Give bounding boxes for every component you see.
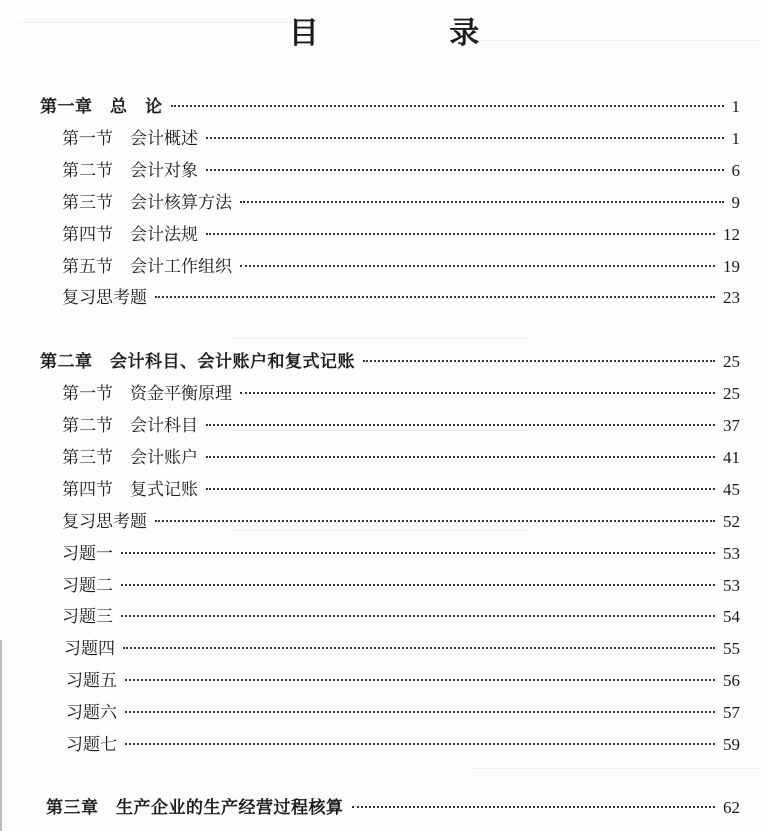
toc-entry-exercise[interactable] xyxy=(62,602,740,632)
toc-entry-exercise[interactable] xyxy=(66,666,740,696)
toc-entry-label: 第二节 会计科目 xyxy=(62,416,198,436)
toc-entry-section[interactable] xyxy=(62,124,740,154)
leader-dots xyxy=(206,233,715,235)
toc-entry-page: 57 xyxy=(723,703,740,722)
toc-entry-review[interactable] xyxy=(62,283,740,313)
leader-dots xyxy=(206,137,724,139)
toc-entry-label: 第二节 会计对象 xyxy=(62,161,198,181)
leader-dots xyxy=(125,711,715,713)
page-title: 目 录 xyxy=(288,16,540,51)
toc-entry-label: 第三章 生产企业的生产经营过程核算 xyxy=(46,798,344,818)
toc-entry-page: 45 xyxy=(723,480,740,499)
toc-entry-label: 复习思考题 xyxy=(62,512,147,532)
toc-entry-page: 25 xyxy=(723,352,740,371)
leader-dots xyxy=(121,552,715,554)
leader-dots xyxy=(363,360,715,362)
toc-entry-page: 1 xyxy=(731,97,740,116)
toc-entry-section[interactable] xyxy=(62,188,740,218)
toc-entry-page: 53 xyxy=(723,576,740,595)
toc-entry-section[interactable] xyxy=(62,443,740,473)
toc-entry-label: 第四节 会计法规 xyxy=(62,225,198,245)
leader-dots xyxy=(206,169,724,171)
leader-dots xyxy=(171,105,724,107)
toc-entry-exercise[interactable] xyxy=(66,698,740,728)
toc-entry-label: 习题四 xyxy=(64,639,115,659)
leader-dots xyxy=(125,679,715,681)
toc-entry-section[interactable] xyxy=(62,156,740,186)
toc-entry-page: 52 xyxy=(723,512,740,531)
toc-entry-section[interactable] xyxy=(62,411,740,441)
leader-dots xyxy=(125,743,715,745)
toc-entry-page: 23 xyxy=(723,288,740,307)
toc-entry-chapter[interactable] xyxy=(40,92,740,122)
toc-entry-chapter[interactable] xyxy=(46,793,740,823)
leader-dots xyxy=(206,456,715,458)
bleed-line xyxy=(230,338,530,339)
toc-entry-page: 6 xyxy=(731,161,740,180)
toc-entry-exercise[interactable] xyxy=(62,571,740,601)
toc-entry-label: 第一节 资金平衡原理 xyxy=(62,384,232,404)
toc-entry-page: 59 xyxy=(723,735,740,754)
toc-entry-label: 第五节 会计工作组织 xyxy=(62,257,232,277)
scan-edge xyxy=(0,640,2,831)
toc-entry-exercise[interactable] xyxy=(62,539,740,569)
leader-dots xyxy=(121,584,715,586)
toc-entry-page: 9 xyxy=(731,193,740,212)
leader-dots xyxy=(352,806,716,808)
toc-entry-section[interactable] xyxy=(62,252,740,282)
toc-entry-label: 复习思考题 xyxy=(62,288,147,308)
toc-entry-page: 1 xyxy=(731,129,740,148)
toc-entry-label: 习题二 xyxy=(62,576,113,596)
toc-entry-label: 第二章 会计科目、会计账户和复式记账 xyxy=(40,352,355,372)
toc-entry-chapter[interactable] xyxy=(40,347,740,377)
toc-entry-section[interactable] xyxy=(62,379,740,409)
toc-entry-label: 习题三 xyxy=(62,607,113,627)
toc-entry-label: 第一章 总 论 xyxy=(40,97,163,117)
toc-entry-page: 62 xyxy=(723,798,740,817)
toc-entry-page: 37 xyxy=(723,416,740,435)
toc-entry-page: 41 xyxy=(723,448,740,467)
toc-entry-page: 53 xyxy=(723,544,740,563)
leader-dots xyxy=(121,615,715,617)
leader-dots xyxy=(155,296,715,298)
leader-dots xyxy=(123,647,715,649)
toc-entry-page: 54 xyxy=(723,607,740,626)
toc-entry-page: 12 xyxy=(723,225,740,244)
toc-entry-page: 19 xyxy=(723,257,740,276)
toc-entry-label: 习题五 xyxy=(66,671,117,691)
toc-entry-label: 习题六 xyxy=(66,703,117,723)
bleed-line xyxy=(470,768,760,769)
leader-dots xyxy=(155,520,715,522)
toc-entry-label: 习题一 xyxy=(62,544,113,564)
leader-dots xyxy=(240,392,715,394)
toc-entry-exercise[interactable] xyxy=(66,730,740,760)
toc-entry-review[interactable] xyxy=(62,507,740,537)
leader-dots xyxy=(206,488,715,490)
leader-dots xyxy=(206,424,715,426)
leader-dots xyxy=(240,201,724,203)
toc-entry-label: 第三节 会计核算方法 xyxy=(62,193,232,213)
toc-entry-page: 56 xyxy=(723,671,740,690)
toc-entry-page: 55 xyxy=(723,639,740,658)
toc-entry-label: 第一节 会计概述 xyxy=(62,129,198,149)
toc-entry-section[interactable] xyxy=(62,475,740,505)
toc-entry-label: 习题七 xyxy=(66,735,117,755)
toc-entry-section[interactable] xyxy=(62,220,740,250)
toc-entry-label: 第四节 复式记账 xyxy=(62,480,198,500)
toc-entry-label: 第三节 会计账户 xyxy=(62,448,198,468)
toc-entry-page: 25 xyxy=(723,384,740,403)
leader-dots xyxy=(240,265,715,267)
toc-entry-exercise[interactable] xyxy=(64,634,740,664)
